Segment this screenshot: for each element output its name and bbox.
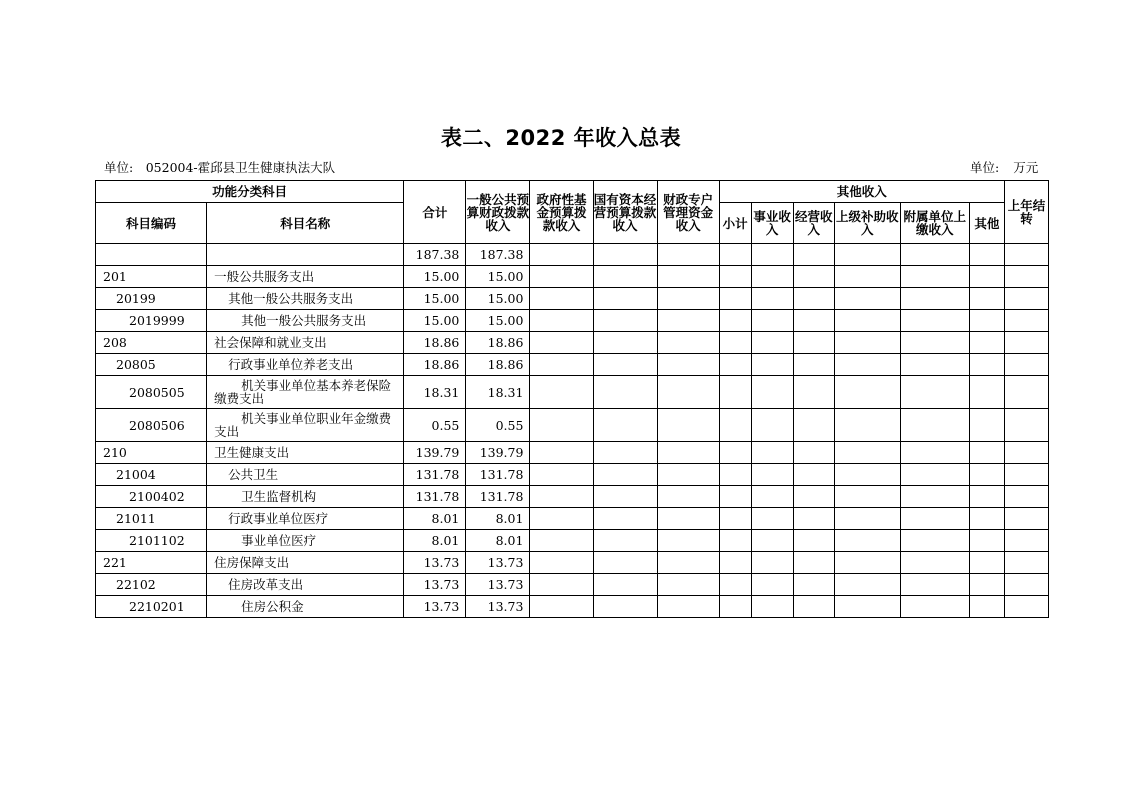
cell-code: 21011 — [96, 508, 207, 530]
cell-code: 208 — [96, 332, 207, 354]
table-row — [96, 574, 1049, 596]
header-state-capital: 国有资本经营预算拨款收入 — [593, 181, 657, 244]
cell-general-budget: 15.00 — [466, 288, 530, 310]
table-row — [96, 266, 1049, 288]
page-title: 表二、2022 年收入总表 — [440, 126, 682, 150]
cell-total: 8.01 — [404, 530, 466, 552]
table-row — [96, 376, 1049, 409]
header-affiliated: 附属单位上缴收入 — [900, 203, 969, 244]
cell-total: 131.78 — [404, 486, 466, 508]
cell-name: 事业单位医疗 — [207, 530, 404, 552]
table-row — [96, 409, 1049, 442]
table-row — [96, 464, 1049, 486]
cell-code: 2019999 — [96, 310, 207, 332]
cell-name: 住房改革支出 — [207, 574, 404, 596]
cell-total: 18.31 — [404, 376, 466, 409]
table-row — [96, 288, 1049, 310]
cell-general-budget: 18.86 — [466, 354, 530, 376]
cell-name: 行政事业单位医疗 — [207, 508, 404, 530]
cell-name: 机关事业单位职业年金缴费支出 — [207, 409, 404, 442]
cell-total: 0.55 — [404, 409, 466, 442]
header-other-income: 其他收入 — [719, 181, 1004, 203]
cell-general-budget: 187.38 — [466, 244, 530, 266]
cell-general-budget: 0.55 — [466, 409, 530, 442]
cell-total: 15.00 — [404, 288, 466, 310]
table-row — [96, 354, 1049, 376]
income-summary-table — [95, 180, 1049, 618]
table-row — [96, 486, 1049, 508]
cell-name: 其他一般公共服务支出 — [207, 288, 404, 310]
table-row — [96, 596, 1049, 618]
cell-name: 一般公共服务支出 — [207, 266, 404, 288]
header-subtotal: 小计 — [719, 203, 751, 244]
cell-code: 2101102 — [96, 530, 207, 552]
header-name: 科目名称 — [207, 203, 404, 244]
header-gov-fund: 政府性基金预算拨款收入 — [530, 181, 593, 244]
header-general-budget: 一般公共预算财政拨款收入 — [466, 181, 530, 244]
cell-general-budget: 139.79 — [466, 442, 530, 464]
table-row — [96, 244, 1049, 266]
table-row — [96, 442, 1049, 464]
cell-name: 住房保障支出 — [207, 552, 404, 574]
table-row — [96, 332, 1049, 354]
cell-code: 2080506 — [96, 409, 207, 442]
cell-total: 15.00 — [404, 310, 466, 332]
cell-general-budget: 8.01 — [466, 508, 530, 530]
table-row — [96, 530, 1049, 552]
header-carryover: 上年结转 — [1004, 181, 1048, 244]
table-row — [96, 310, 1049, 332]
cell-total: 8.01 — [404, 508, 466, 530]
cell-name: 住房公积金 — [207, 596, 404, 618]
cell-code: 20805 — [96, 354, 207, 376]
unit-currency-label: 单位: — [970, 160, 1000, 175]
cell-general-budget: 131.78 — [466, 464, 530, 486]
cell-general-budget: 13.73 — [466, 552, 530, 574]
cell-name: 卫生监督机构 — [207, 486, 404, 508]
header-special-account: 财政专户管理资金收入 — [657, 181, 719, 244]
unit-organization: 单位: 052004-霍邱县卫生健康执法大队 — [104, 160, 336, 175]
cell-name — [207, 244, 404, 266]
cell-total: 13.73 — [404, 596, 466, 618]
cell-general-budget: 13.73 — [466, 574, 530, 596]
table-row — [96, 552, 1049, 574]
cell-name: 其他一般公共服务支出 — [207, 310, 404, 332]
cell-code: 2080505 — [96, 376, 207, 409]
header-other: 其他 — [969, 203, 1004, 244]
cell-general-budget: 131.78 — [466, 486, 530, 508]
header-func-category: 功能分类科目 — [96, 181, 404, 203]
header-total: 合计 — [404, 181, 466, 244]
table-row — [96, 508, 1049, 530]
cell-code: 2100402 — [96, 486, 207, 508]
cell-code: 221 — [96, 552, 207, 574]
header-code: 科目编码 — [96, 203, 207, 244]
cell-code: 210 — [96, 442, 207, 464]
cell-code — [96, 244, 207, 266]
header-business: 事业收入 — [751, 203, 793, 244]
cell-name: 公共卫生 — [207, 464, 404, 486]
cell-code: 22102 — [96, 574, 207, 596]
cell-code: 21004 — [96, 464, 207, 486]
cell-total: 139.79 — [404, 442, 466, 464]
header-operating: 经营收入 — [793, 203, 834, 244]
cell-code: 201 — [96, 266, 207, 288]
cell-total: 13.73 — [404, 574, 466, 596]
cell-total: 13.73 — [404, 552, 466, 574]
cell-name: 卫生健康支出 — [207, 442, 404, 464]
cell-name: 行政事业单位养老支出 — [207, 354, 404, 376]
cell-general-budget: 15.00 — [466, 266, 530, 288]
header-superior-subsidy: 上级补助收入 — [834, 203, 900, 244]
cell-total: 131.78 — [404, 464, 466, 486]
cell-name: 机关事业单位基本养老保险缴费支出 — [207, 376, 404, 409]
cell-general-budget: 8.01 — [466, 530, 530, 552]
cell-total: 15.00 — [404, 266, 466, 288]
cell-total: 18.86 — [404, 332, 466, 354]
cell-general-budget: 15.00 — [466, 310, 530, 332]
cell-general-budget: 13.73 — [466, 596, 530, 618]
unit-currency-value: 万元 — [1013, 160, 1039, 175]
cell-general-budget: 18.31 — [466, 376, 530, 409]
cell-general-budget: 18.86 — [466, 332, 530, 354]
cell-total: 18.86 — [404, 354, 466, 376]
cell-code: 20199 — [96, 288, 207, 310]
unit-currency — [970, 158, 1038, 176]
cell-name: 社会保障和就业支出 — [207, 332, 404, 354]
cell-code: 2210201 — [96, 596, 207, 618]
cell-total: 187.38 — [404, 244, 466, 266]
